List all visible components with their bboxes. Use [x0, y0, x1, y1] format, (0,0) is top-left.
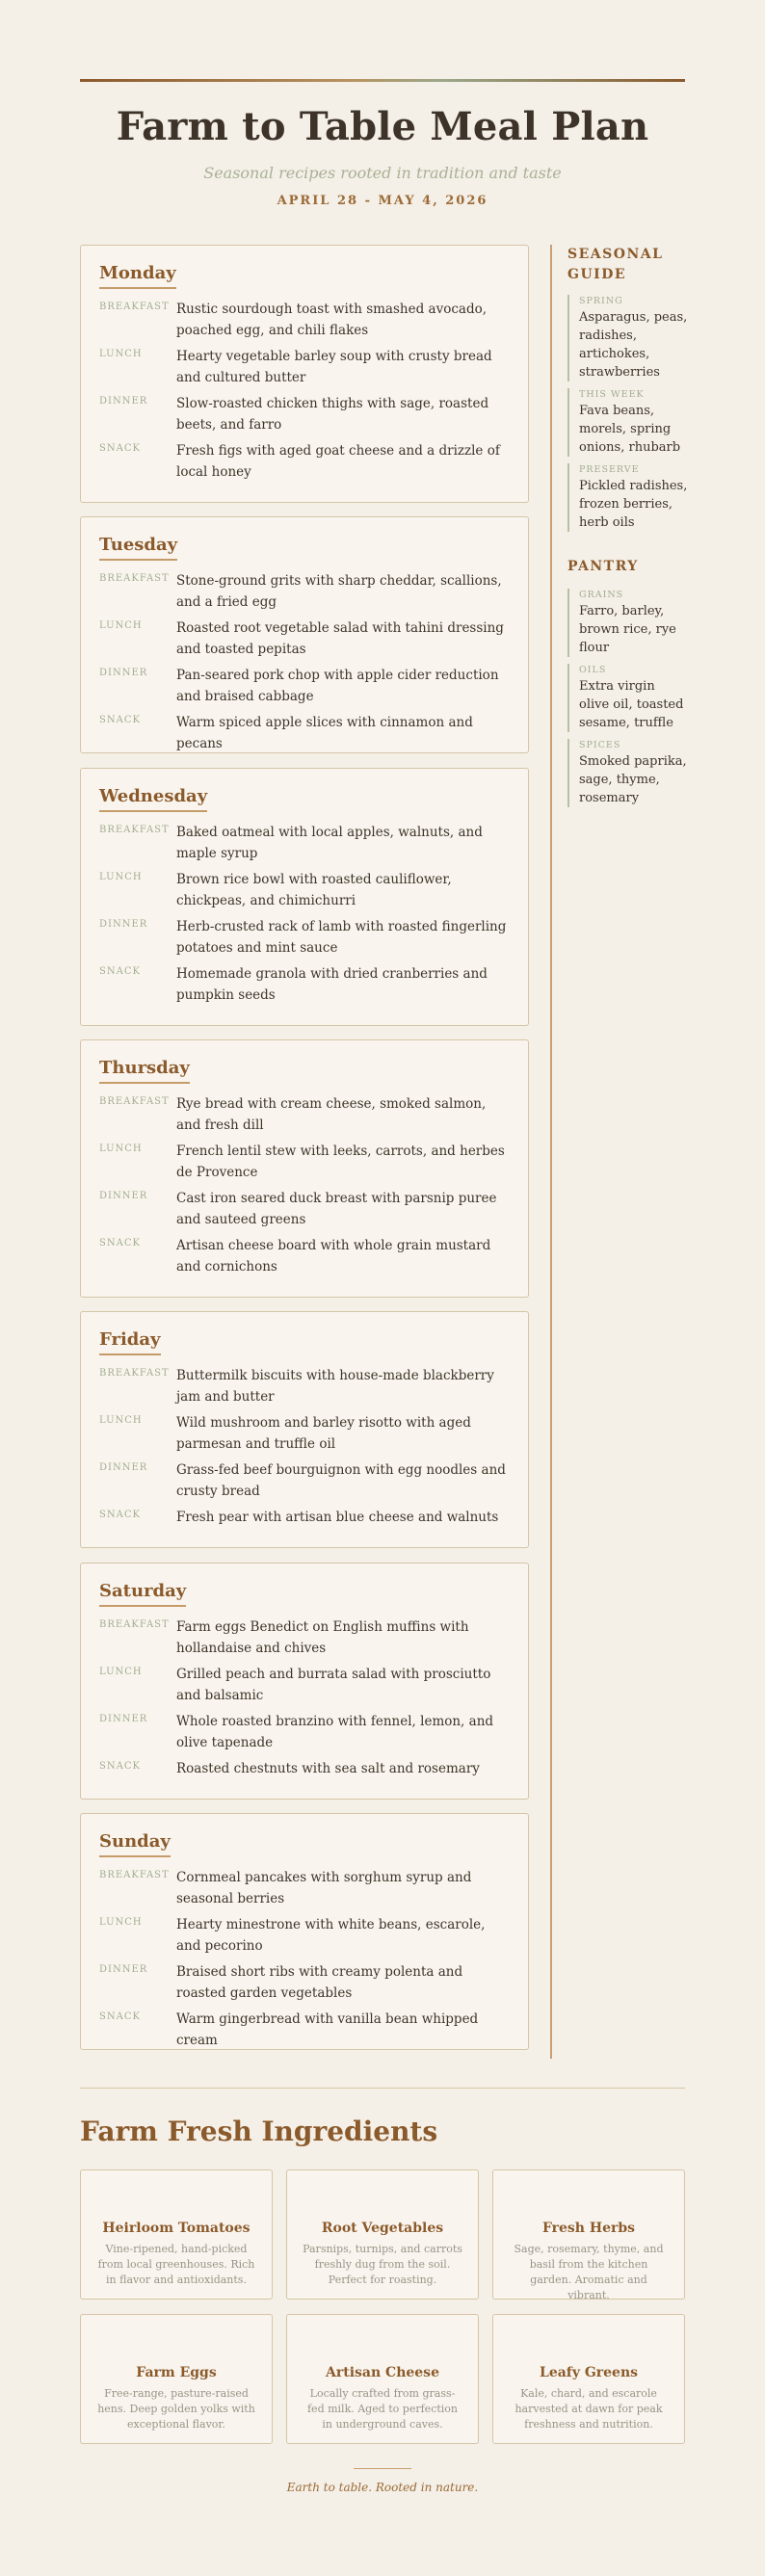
meal-label: SNACK	[99, 2011, 141, 2022]
seasonal-spring	[567, 295, 688, 381]
meal-label: DINNER	[99, 919, 148, 930]
page-title: Farm to Table Meal Plan	[116, 104, 649, 149]
ingredient-card	[492, 2314, 685, 2444]
side-label: SPRING	[579, 296, 623, 306]
section-divider	[80, 2088, 685, 2089]
meal-label: BREAKFAST	[99, 1619, 170, 1630]
ingredient-desc: Parsnips, turnips, and carrots freshly dug from the soil. Perfect for roasting.	[303, 2243, 462, 2286]
ingredient-desc: Kale, chard, and escarole harvested at dawn for peak freshness and nutrition.	[514, 2387, 663, 2431]
ingredient-name: Heirloom Tomatoes	[102, 2221, 251, 2236]
meal-text: Hearty vegetable barley soup with crusty bread and cultured butter	[176, 349, 492, 385]
ingredient-card	[80, 2314, 273, 2444]
pantry-oils	[567, 664, 688, 732]
meal-text: Roasted root vegetable salad with tahini dressing and toasted pepitas	[176, 620, 504, 657]
day-title: Wednesday	[99, 786, 207, 812]
meal-label: LUNCH	[99, 1917, 143, 1928]
meal-label: SNACK	[99, 1510, 141, 1520]
side-text: Extra virgin olive oil, toasted sesame, truffle	[579, 679, 684, 730]
ingredient-desc: Free-range, pasture-raised hens. Deep golden yolks with exceptional flavor.	[97, 2387, 255, 2431]
footer-rule	[354, 2468, 411, 2469]
pantry-spices	[567, 739, 688, 807]
ingredient-name: Fresh Herbs	[541, 2221, 636, 2236]
meal-label: DINNER	[99, 1462, 148, 1473]
day-title: Thursday	[99, 1058, 190, 1084]
day-card-friday	[80, 1311, 529, 1548]
ingredients-title: Farm Fresh Ingredients	[80, 2116, 438, 2147]
day-card-thursday	[80, 1039, 529, 1298]
ingredient-name: Leafy Greens	[539, 2365, 639, 2380]
ingredient-card	[286, 2314, 479, 2444]
pantry-grains	[567, 589, 688, 657]
meal-text: Cast iron seared duck breast with parsnip puree and sauteed greens	[176, 1191, 497, 1227]
day-card-tuesday	[80, 516, 529, 753]
day-card-monday	[80, 245, 529, 503]
day-title: Saturday	[99, 1581, 186, 1607]
side-label: PRESERVE	[579, 464, 640, 475]
meal-label: SNACK	[99, 1238, 141, 1249]
day-title: Tuesday	[99, 535, 177, 561]
ingredient-card	[286, 2169, 479, 2300]
side-label: THIS WEEK	[579, 389, 645, 400]
day-card-sunday	[80, 1813, 529, 2050]
side-label: GRAINS	[579, 590, 624, 600]
meal-label: LUNCH	[99, 1415, 143, 1426]
meal-label: DINNER	[99, 396, 148, 407]
side-label: SPICES	[579, 740, 621, 750]
meal-text: Cornmeal pancakes with sorghum syrup and seasonal berries	[176, 1870, 472, 1906]
meal-label: BREAKFAST	[99, 302, 170, 312]
meal-text: Buttermilk biscuits with house-made blackberry jam and butter	[176, 1368, 494, 1405]
ingredient-name: Artisan Cheese	[326, 2365, 439, 2380]
meal-text: Brown rice bowl with roasted cauliflower, chickpeas, and chimichurri	[176, 872, 452, 908]
meal-text: Rye bread with cream cheese, smoked salmon, and fresh dill	[176, 1096, 487, 1133]
meal-label: LUNCH	[99, 1667, 143, 1677]
ingredient-card	[80, 2169, 273, 2300]
meal-text: Wild mushroom and barley risotto with aged parmesan and truffle oil	[176, 1415, 471, 1452]
day-card-wednesday	[80, 768, 529, 1026]
meal-label: DINNER	[99, 1964, 148, 1975]
meal-text: Artisan cheese board with whole grain mustard and cornichons	[176, 1238, 491, 1275]
meal-text: Rustic sourdough toast with smashed avocado, poached egg, and chili flakes	[176, 302, 488, 338]
meal-label: DINNER	[99, 1191, 148, 1201]
meal-text: Fresh pear with artisan blue cheese and walnuts	[176, 1510, 499, 1525]
seasonal-guide-title: SEASONAL GUIDE	[567, 247, 664, 282]
meal-label: BREAKFAST	[99, 825, 170, 835]
side-text: Smoked paprika, sage, thyme, rosemary	[579, 754, 687, 805]
meal-label: LUNCH	[99, 620, 143, 631]
footer-tagline: Earth to table. Rooted in nature.	[286, 2481, 479, 2494]
side-label: OILS	[579, 665, 607, 675]
meal-label: SNACK	[99, 443, 141, 454]
meal-label: LUNCH	[99, 1143, 143, 1154]
side-text: Fava beans, morels, spring onions, rhubarb	[579, 404, 681, 455]
meal-text: Warm spiced apple slices with cinnamon and pecans	[176, 715, 473, 751]
meal-label: DINNER	[99, 668, 148, 678]
meal-text: Pan-seared pork chop with apple cider reduction and braised cabbage	[176, 668, 499, 704]
meal-text: Baked oatmeal with local apples, walnuts, and maple syrup	[176, 825, 483, 861]
header-rule	[80, 79, 685, 82]
meal-label: SNACK	[99, 715, 141, 725]
day-title: Monday	[99, 263, 176, 289]
ingredient-desc: Sage, rosemary, thyme, and basil from the kitchen garden. Aromatic and vibrant.	[514, 2243, 664, 2301]
seasonal-this-week	[567, 388, 688, 457]
sidebar-divider	[550, 245, 552, 2059]
meal-text: Grilled peach and burrata salad with prosciutto and balsamic	[176, 1667, 491, 1703]
pantry-title: PANTRY	[567, 559, 639, 574]
meal-text: Fresh figs with aged goat cheese and a drizzle of local honey	[176, 443, 500, 480]
meal-label: LUNCH	[99, 872, 143, 882]
meal-label: SNACK	[99, 966, 141, 977]
day-title: Friday	[99, 1329, 161, 1355]
meal-text: Warm gingerbread with vanilla bean whipped cream	[176, 2011, 479, 2048]
meal-text: Braised short ribs with creamy polenta and roasted garden vegetables	[176, 1964, 463, 2001]
meal-label: BREAKFAST	[99, 1096, 170, 1107]
meal-text: French lentil stew with leeks, carrots, and herbes de Provence	[176, 1143, 505, 1180]
ingredient-desc: Locally crafted from grass-fed milk. Aged to perfection in underground caves.	[306, 2387, 458, 2431]
meal-label: BREAKFAST	[99, 573, 170, 584]
meal-label: DINNER	[99, 1714, 148, 1724]
ingredient-card	[492, 2169, 685, 2300]
side-text: Farro, barley, brown rice, rye flour	[579, 604, 676, 655]
meal-label: SNACK	[99, 1761, 141, 1772]
meal-text: Farm eggs Benedict on English muffins with hollandaise and chives	[176, 1619, 469, 1656]
seasonal-preserve	[567, 463, 688, 532]
day-title: Sunday	[99, 1831, 171, 1857]
meal-text: Whole roasted branzino with fennel, lemon, and olive tapenade	[176, 1714, 494, 1750]
date-range: APRIL 28 - MAY 4, 2026	[277, 194, 488, 208]
meal-text: Grass-fed beef bourguignon with egg noodles and crusty bread	[176, 1462, 506, 1499]
meal-text: Roasted chestnuts with sea salt and rosemary	[176, 1761, 480, 1776]
meal-label: LUNCH	[99, 349, 143, 359]
side-text: Pickled radishes, frozen berries, herb oils	[579, 479, 688, 530]
side-text: Asparagus, peas, radishes, artichokes, strawberries	[579, 310, 688, 380]
meal-text: Stone-ground grits with sharp cheddar, scallions, and a fried egg	[176, 573, 502, 610]
meal-label: BREAKFAST	[99, 1870, 170, 1880]
meal-text: Slow-roasted chicken thighs with sage, roasted beets, and farro	[176, 396, 489, 433]
meal-text: Herb-crusted rack of lamb with roasted fingerling potatoes and mint sauce	[176, 919, 507, 956]
meal-label: BREAKFAST	[99, 1368, 170, 1379]
meal-text: Hearty minestrone with white beans, escarole, and pecorino	[176, 1917, 486, 1954]
day-card-saturday	[80, 1563, 529, 1800]
ingredient-desc: Vine-ripened, hand-picked from local greenhouses. Rich in flavor and antioxidants.	[97, 2243, 255, 2286]
ingredient-name: Farm Eggs	[136, 2365, 217, 2380]
meal-text: Homemade granola with dried cranberries and pumpkin seeds	[176, 966, 488, 1003]
ingredient-name: Root Vegetables	[321, 2221, 444, 2236]
page-subtitle: Seasonal recipes rooted in tradition and taste	[203, 164, 562, 182]
